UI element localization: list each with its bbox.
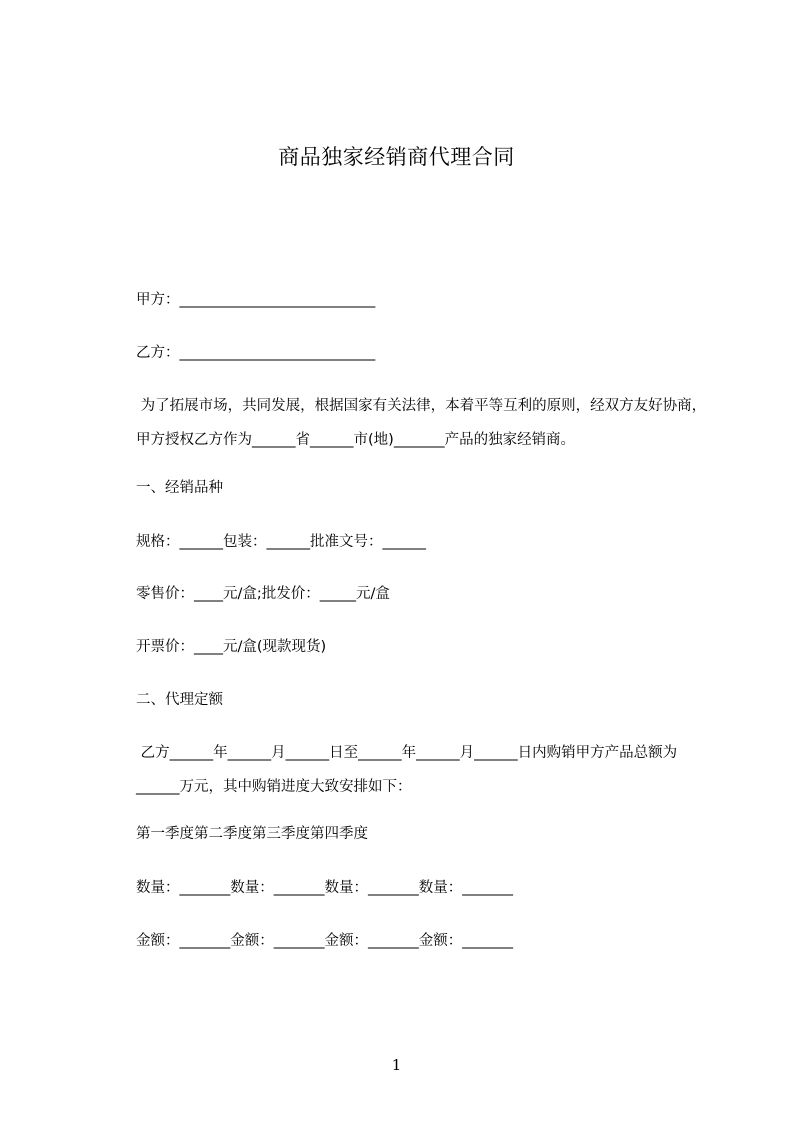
intro-paragraph: 为了拓展市场，共同发展，根据国家有关法律，本着平等互利的原则，经双方友好协商，甲方授权乙方作为______省______市(地)_______产品的独家经销商。 <box>136 398 707 448</box>
quarters-line: 第一季度第二季度第三季度第四季度 <box>136 826 368 842</box>
spec-line: 规格：______包装：______批准文号：______ <box>136 534 426 550</box>
quantity-line: 数量：_______数量：_______数量：_______数量：_______ <box>136 880 513 896</box>
price-line: 零售价：____元/盒;批发价：_____元/盒 <box>136 586 390 602</box>
amount-line: 金额：_______金额：_______金额：_______金额：_______ <box>136 933 513 949</box>
party-a-line: 甲方：___________________________ <box>136 292 376 308</box>
section-2-heading: 二、代理定额 <box>136 692 223 708</box>
party-b-line: 乙方：___________________________ <box>136 345 376 361</box>
page-number: 1 <box>391 1056 402 1074</box>
section-1-heading: 一、经销品种 <box>136 480 223 496</box>
quota-paragraph: 乙方______年______月______日至______年______月______日内购销甲方产品总额为______万元，其中购销进度大致安排如下： <box>136 745 678 795</box>
document-title: 商品独家经销商代理合同 <box>278 145 515 169</box>
invoice-price-line: 开票价：____元/盒(现款现货) <box>136 639 327 655</box>
